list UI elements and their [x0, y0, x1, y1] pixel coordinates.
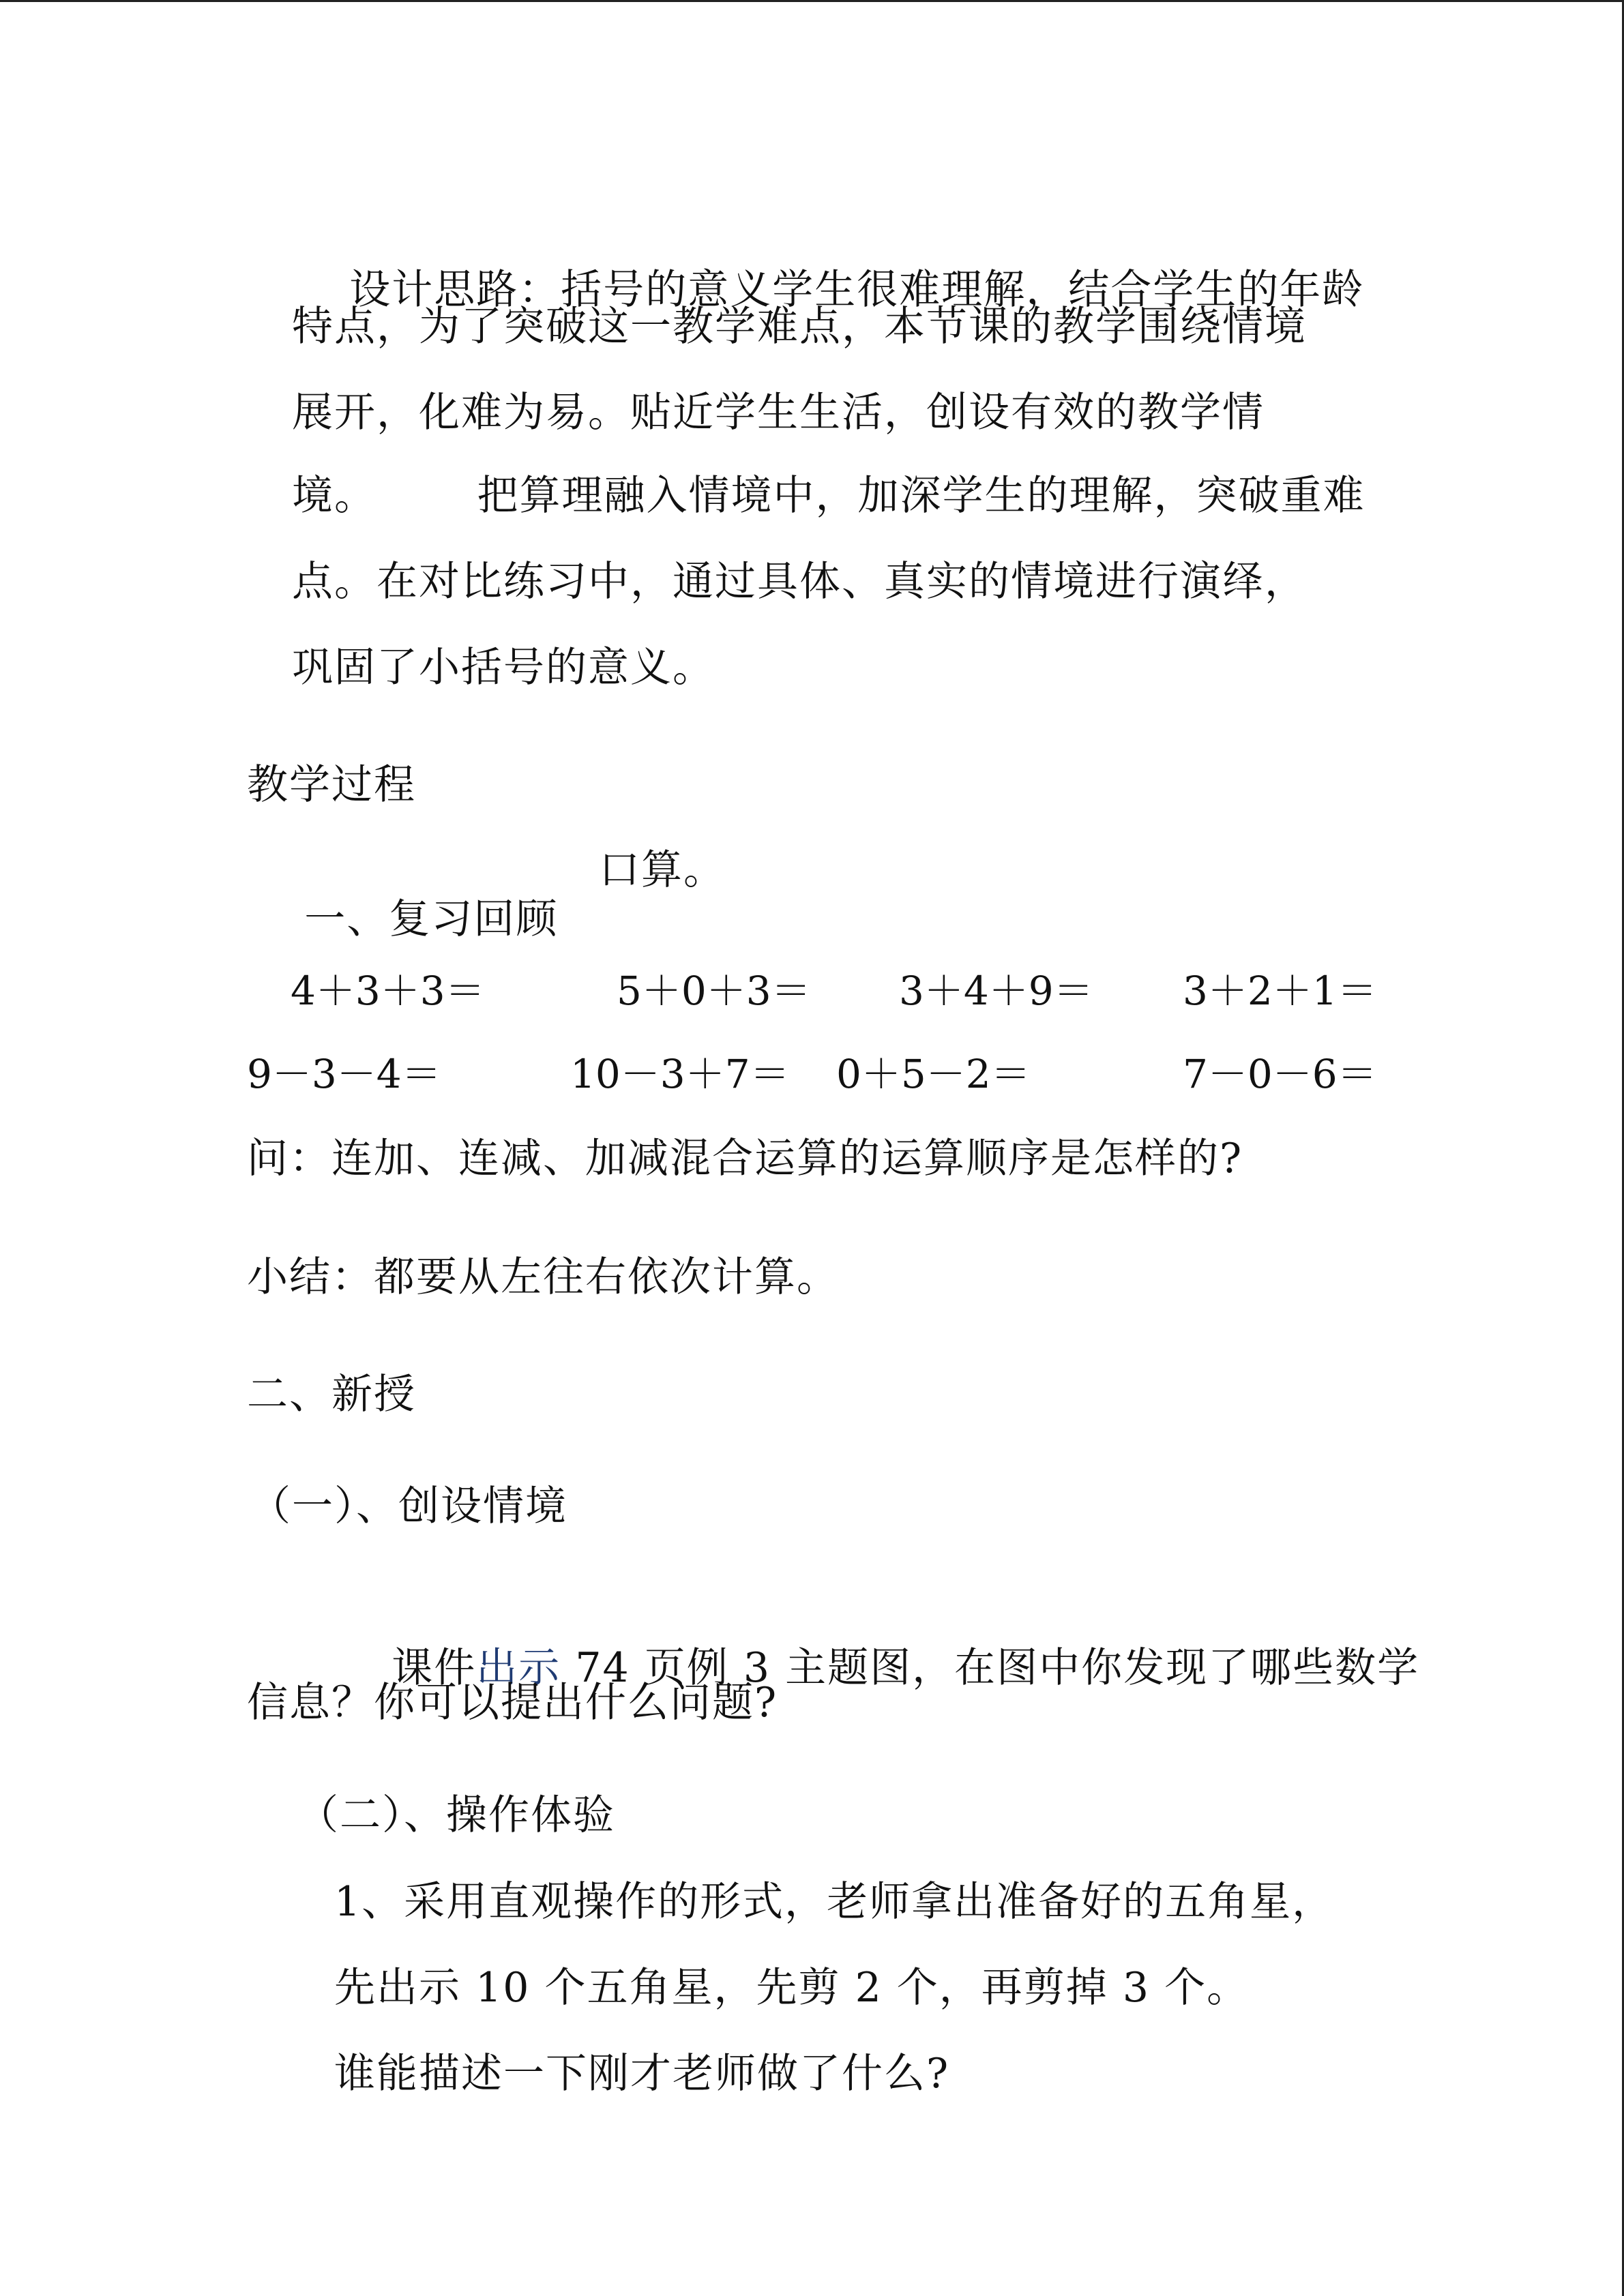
- part1-text-b: 74 页例 3 主题图，在图中你发现了哪些数学: [561, 1644, 1420, 1692]
- review-heading: 一、复习回顾: [304, 895, 559, 943]
- new-lesson-heading: 二、新授: [247, 1371, 416, 1418]
- design-label: 设计思路：: [349, 266, 561, 314]
- design-line-6: 巩固了小括号的意义。: [292, 644, 715, 691]
- design-text-1: 括号的意义学生很难理解，结合学生的年龄: [561, 266, 1365, 314]
- review-sub: 口算。: [599, 846, 726, 894]
- design-line-4: 境。 把算理融入情境中，加深学生的理解，突破重难: [292, 472, 1365, 520]
- show-link[interactable]: 出示: [476, 1644, 561, 1692]
- equation: 9－3－4＝: [247, 1051, 441, 1097]
- part2-line-2: 先出示 10 个五角星，先剪 2 个，再剪掉 3 个。: [334, 1964, 1250, 2012]
- equation: 10－3＋7＝: [570, 1051, 790, 1097]
- part1-heading: （一）、创设情境: [250, 1482, 567, 1530]
- part2-line-3: 谁能描述一下刚才老师做了什么?: [334, 2050, 950, 2098]
- process-title: 教学过程: [247, 761, 416, 809]
- equation: 5＋0＋3＝: [617, 968, 811, 1014]
- review-summary: 小结：都要从左往右依次计算。: [247, 1253, 839, 1301]
- part2-heading: （二）、操作体验: [297, 1791, 615, 1839]
- part2-line-1: 1、采用直观操作的形式，老师拿出准备好的五角星，: [334, 1878, 1335, 1926]
- equation: 4＋3＋3＝: [291, 968, 485, 1014]
- equation: 7－0－6＝: [1183, 1051, 1377, 1097]
- equation: 3＋4＋9＝: [899, 968, 1093, 1014]
- design-line-2: 特点，为了突破这一教学难点，本节课的教学围绕情境: [292, 303, 1307, 351]
- review-question: 问：连加、连减、加减混合运算的运算顺序是怎样的?: [247, 1135, 1243, 1182]
- part1-text-a: 课件: [392, 1644, 477, 1692]
- equation: 3＋2＋1＝: [1183, 968, 1377, 1014]
- design-line-3: 展开，化难为易。贴近学生生活，创设有效的教学情: [292, 389, 1265, 436]
- part1-paragraph-line-2: 信息？你可以提出什么问题?: [247, 1679, 778, 1727]
- equation: 0＋5－2＝: [836, 1051, 1031, 1097]
- design-line-5: 点。在对比练习中，通过具体、真实的情境进行演绎，: [292, 558, 1307, 606]
